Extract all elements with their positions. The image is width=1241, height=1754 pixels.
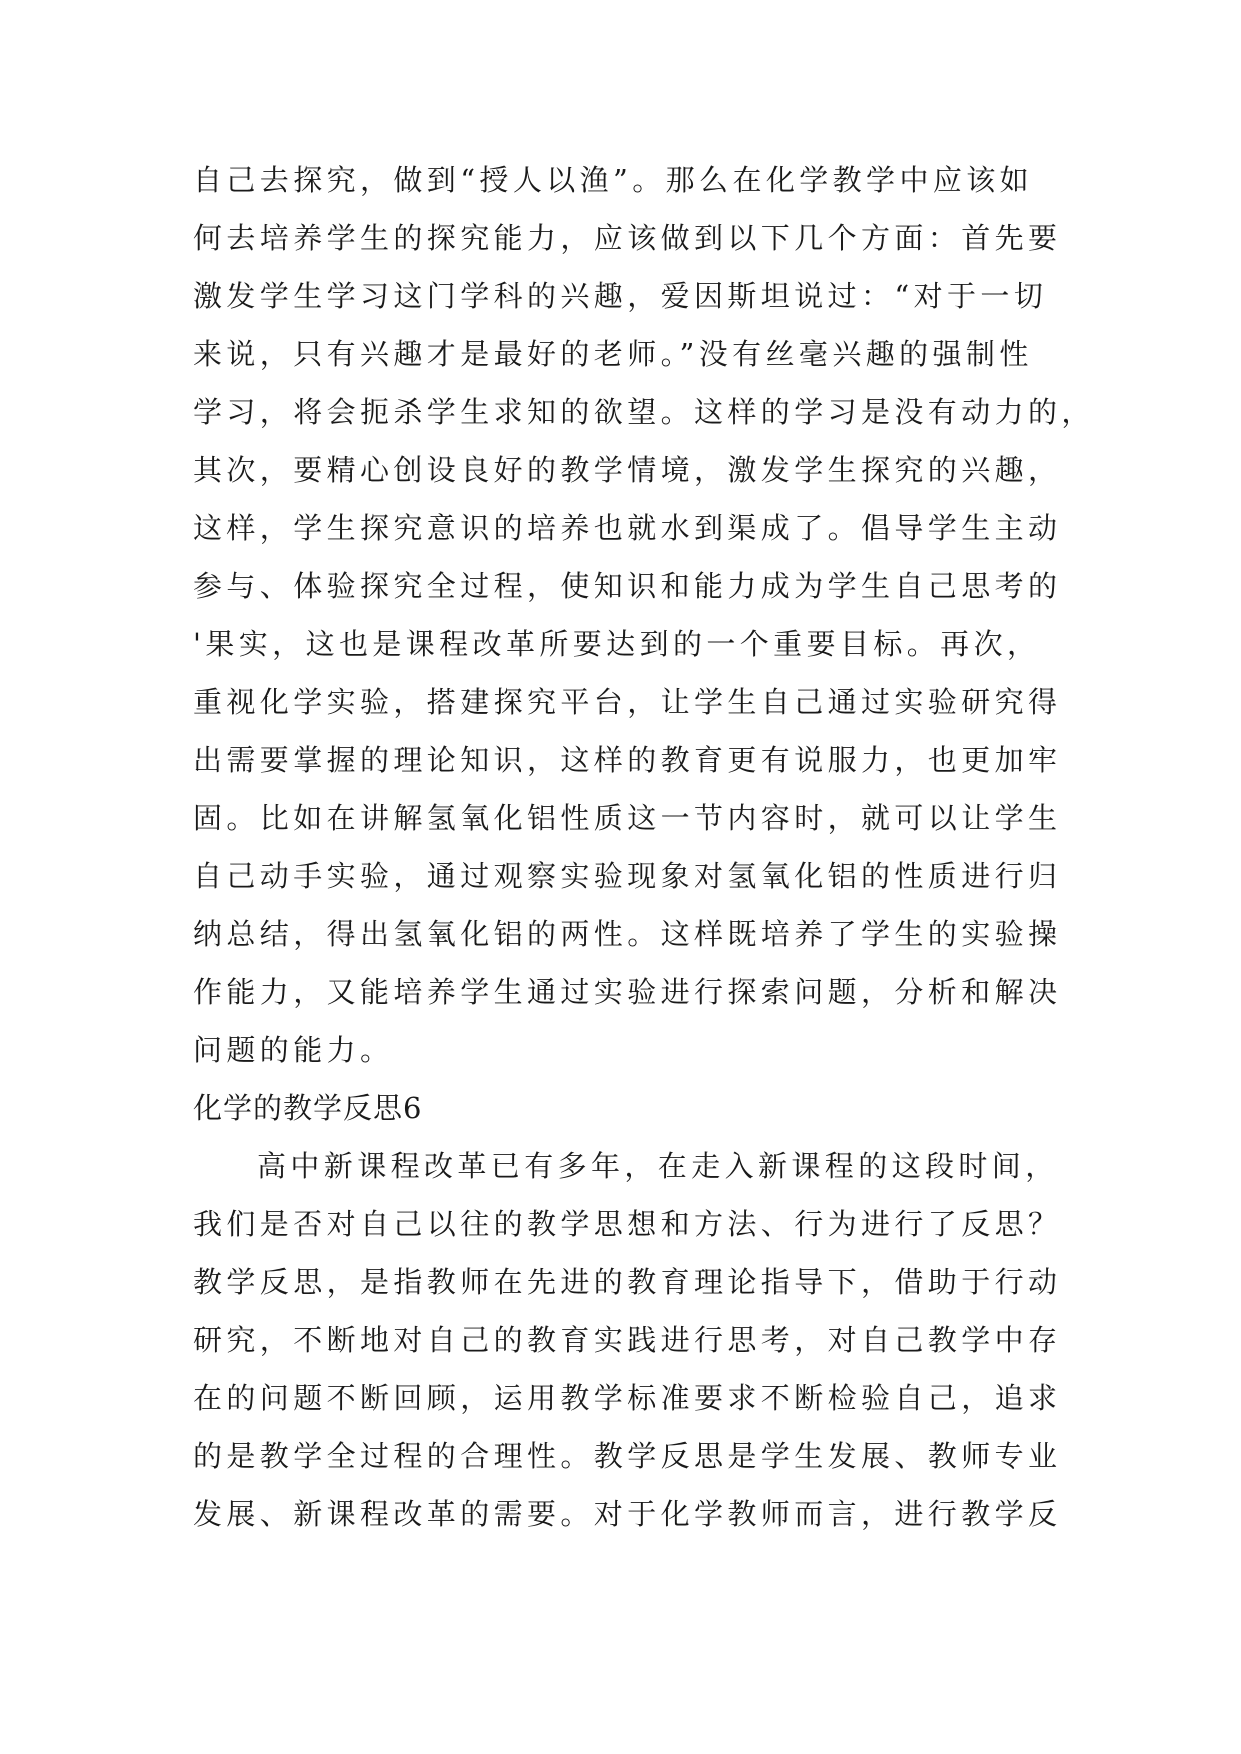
paragraph-line: 自己去探究，做到“授人以渔”。那么在化学教学中应该如: [193, 163, 1034, 197]
paragraph-line: 固。比如在讲解氢氧化铝性质这一节内容时，就可以让学生: [193, 801, 1062, 835]
paragraph-line: 自己动手实验，通过观察实验现象对氢氧化铝的性质进行归: [193, 859, 1062, 893]
paragraph-line: 研究，不断地对自己的教育实践进行思考，对自己教学中存: [193, 1323, 1062, 1357]
paragraph-line: 参与、体验探究全过程，使知识和能力成为学生自己思考的: [193, 569, 1062, 603]
paragraph-line: 教学反思，是指教师在先进的教育理论指导下，借助于行动: [193, 1265, 1062, 1299]
paragraph-line: 这样，学生探究意识的培养也就水到渠成了。倡导学生主动: [193, 511, 1062, 545]
paragraph-line: 出需要掌握的理论知识，这样的教育更有说服力，也更加牢: [193, 743, 1062, 777]
paragraph-line: 学习，将会扼杀学生求知的欲望。这样的学习是没有动力的，: [193, 395, 1095, 429]
paragraph-line: 在的问题不断回顾，运用教学标准要求不断检验自己，追求: [193, 1381, 1062, 1415]
paragraph-line: 激发学生学习这门学科的兴趣，爱因斯坦说过：“对于一切: [193, 279, 1048, 313]
paragraph-line: 纳总结，得出氢氧化铝的两性。这样既培养了学生的实验操: [193, 917, 1062, 951]
paragraph-line: 发展、新课程改革的需要。对于化学教师而言，进行教学反: [193, 1497, 1062, 1531]
paragraph-line: 的是教学全过程的合理性。教学反思是学生发展、教师专业: [193, 1439, 1062, 1473]
paragraph-line: 何去培养学生的探究能力，应该做到以下几个方面：首先要: [193, 221, 1062, 255]
paragraph-line: 来说，只有兴趣才是最好的老师。”没有丝毫兴趣的强制性: [193, 337, 1033, 371]
paragraph-line: 其次，要精心创设良好的教学情境，激发学生探究的兴趣，: [193, 453, 1062, 487]
section-heading: 化学的教学反思6: [193, 1091, 423, 1125]
paragraph-line: 高中新课程改革已有多年，在走入新课程的这段时间，: [257, 1149, 1059, 1183]
paragraph-line: 作能力，又能培养学生通过实验进行探索问题，分析和解决: [193, 975, 1062, 1009]
paragraph-line: 重视化学实验，搭建探究平台，让学生自己通过实验研究得: [193, 685, 1062, 719]
paragraph-line: '果实，这也是课程改革所要达到的一个重要目标。再次，: [193, 627, 1041, 661]
paragraph-line: 问题的能力。: [193, 1033, 394, 1067]
paragraph-line: 我们是否对自己以往的教学思想和方法、行为进行了反思？: [193, 1207, 1062, 1241]
